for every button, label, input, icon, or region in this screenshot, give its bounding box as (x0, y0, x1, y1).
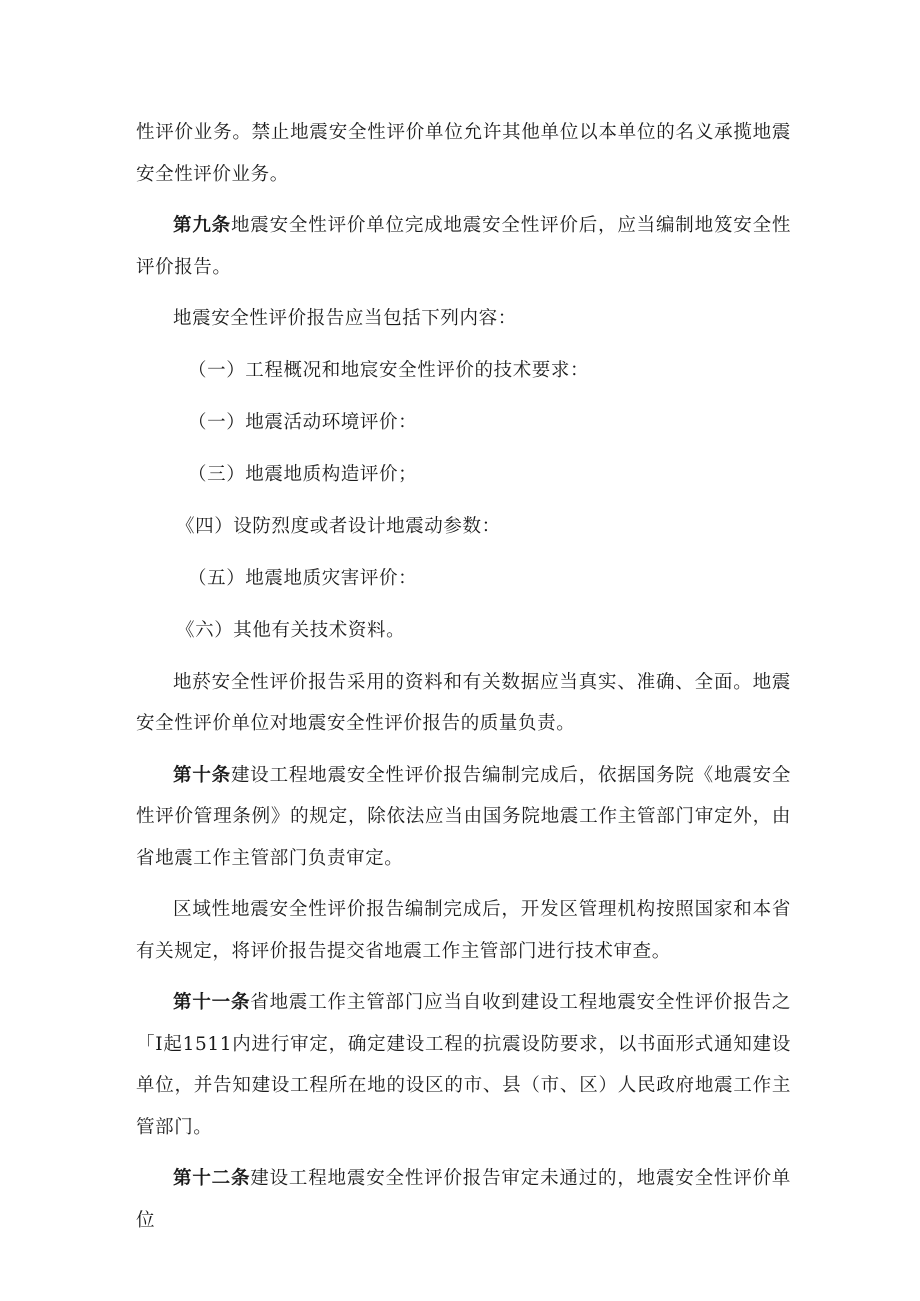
list-item-text: 《六）其他有关技术资料。 (176, 619, 406, 641)
paragraph-text: 地震安全性评价单位完成地震安全性评价后，应当编制地笈安全性评价报告。 (136, 215, 791, 278)
article-paragraph (136, 755, 791, 880)
list-item-text: 《四）设防烈度或者设计地震动参数： (176, 515, 501, 537)
paragraph-text: 区域性地震安全性评价报告编制完成后，开发区管理机构按照国家和本省有关规定，将评价报告提交省地震工作主管部门进行技术审查。 (136, 899, 791, 962)
paragraph-text: 地菸安全性评价报告采用的资料和有关数据应当真实、准确、全面。地震安全性评价单位对地震安全性评价报告的质量负责。 (136, 671, 791, 734)
list-item-text: （五）地震地质灾害评价： (188, 567, 418, 589)
article-heading: 第十一条 (173, 992, 251, 1013)
list-item-text: （一）工程概况和地宸安全性评价的技术要求： (188, 359, 590, 381)
document-body (136, 112, 791, 1251)
list-item (136, 454, 791, 496)
article-heading: 第十条 (173, 764, 231, 786)
article-paragraph (136, 982, 791, 1148)
paragraph (136, 889, 791, 972)
paragraph-text: 性评价业务。禁止地震安全性评价单位允许其他单位以本单位的名义承揽地震安全性评价业务。 (136, 122, 791, 185)
list-item-text: （一）地震活动环境评价： (188, 411, 418, 433)
paragraph-text: 地震安全性评价报告应当包括下列内容： (173, 308, 517, 329)
article-paragraph (136, 1158, 791, 1241)
paragraph-text: 建设工程地震安全性评价报告审定未通过的，地震安全性评价单位 (136, 1168, 791, 1231)
article-paragraph (136, 205, 791, 288)
article-heading: 第十二条 (173, 1168, 251, 1189)
paragraph-text: 建设工程地震安全性评价报告编制完成后，依据国务院《地震安全性评价管理条例》的规定，除依法应当由国务院地震工作主管部门审定外，由省地震工作主管部门负责审定。 (136, 764, 791, 869)
list-item (136, 506, 791, 548)
list-item-text: （三）地震地质构造评价； (188, 463, 418, 485)
list-item (136, 350, 791, 392)
paragraph (136, 112, 791, 195)
paragraph-text: 省地震工作主管部门应当自收到建设工程地震安全性评价报告之「I起1511内进行审定，确定建设工程的抗震设防要求，以书面形式通知建设单位，并告知建设工程所在地的设区的市、县（市、区）人民政府地震工作主管部门。 (136, 992, 791, 1138)
paragraph (136, 662, 791, 745)
list-item (136, 402, 791, 444)
article-heading: 第九条 (173, 215, 231, 236)
list-item (136, 558, 791, 600)
paragraph (136, 298, 791, 340)
list-item (136, 610, 791, 652)
